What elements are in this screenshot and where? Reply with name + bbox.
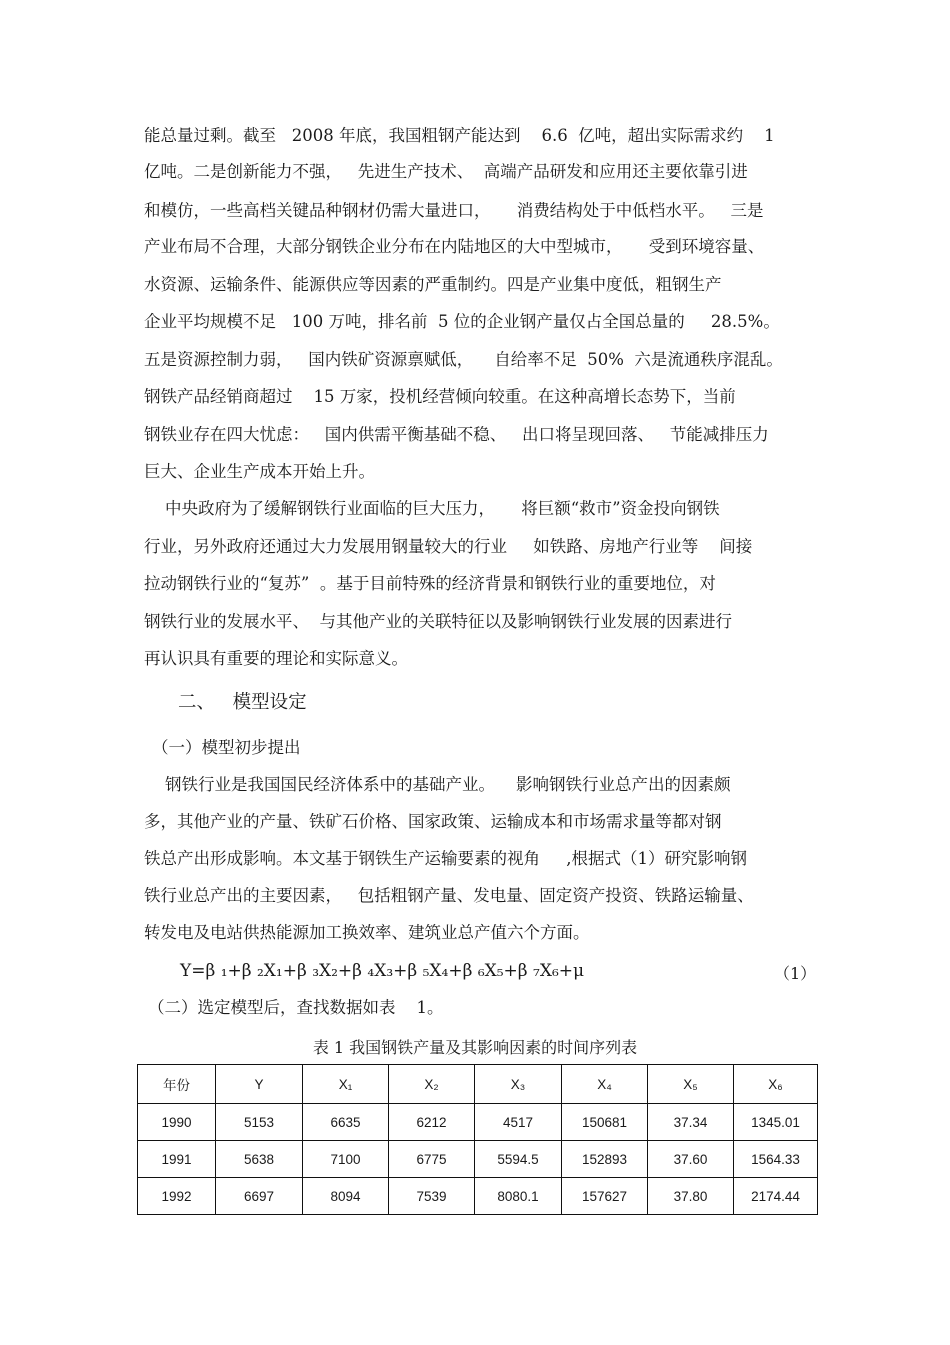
paragraph-line: 水资源、运输条件、能源供应等因素的严重制约。四是产业集中度低，粗钢生产 <box>144 275 722 294</box>
table-cell: 6775 <box>389 1141 475 1178</box>
paragraph-line: 钢铁产品经销商超过 15 万家，投机经营倾向较重。在这种高增长态势下，当前 <box>144 387 736 406</box>
paragraph-line: 巨大、企业生产成本开始上升。 <box>144 462 375 481</box>
paragraph-line: 多，其他产业的产量、铁矿石价格、国家政策、运输成本和市场需求量等都对钢 <box>144 812 722 831</box>
table-header-cell: 年份 <box>138 1065 216 1104</box>
paragraph-line: 企业平均规模不足 100 万吨，排名前 5 位的企业钢产量仅占全国总量的 28.5%。 <box>144 312 780 331</box>
table-header-cell: X₄ <box>562 1065 648 1104</box>
paragraph-line: 能总量过剩。截至 2008 年底，我国粗钢产能达到 6.6 亿吨，超出实际需求约 1 <box>144 126 775 145</box>
table-header-cell: X₃ <box>475 1065 562 1104</box>
table-cell: 8094 <box>303 1178 389 1215</box>
table-cell: 157627 <box>562 1178 648 1215</box>
paragraph-line: 中央政府为了缓解钢铁行业面临的巨大压力， 将巨额“救市”资金投向钢铁 <box>144 499 720 518</box>
paragraph-line: 钢铁行业是我国国民经济体系中的基础产业。 影响钢铁行业总产出的因素颇 <box>144 775 731 794</box>
table-header-cell: X₂ <box>389 1065 475 1104</box>
table-cell: 1564.33 <box>734 1141 818 1178</box>
table-header-row <box>138 1065 818 1104</box>
paragraph-line: 和模仿，一些高档关键品种钢材仍需大量进口， 消费结构处于中低档水平。 三是 <box>144 201 764 220</box>
table-cell: 37.60 <box>648 1141 734 1178</box>
paragraph-line: 行业，另外政府还通过大力发展用钢量较大的行业 如铁路、房地产行业等 间接 <box>144 537 753 556</box>
table-cell: 150681 <box>562 1104 648 1141</box>
paragraph-line: 铁行业总产出的主要因素， 包括粗钢产量、发电量、固定资产投资、铁路运输量、 <box>144 886 754 905</box>
paragraph-line: 再认识具有重要的理论和实际意义。 <box>144 649 408 668</box>
paragraph-line: 五是资源控制力弱， 国内铁矿资源禀赋低， 自给率不足 50% 六是流通秩序混乱。 <box>144 350 783 369</box>
table-row <box>138 1104 818 1141</box>
paragraph-line: 拉动钢铁行业的“复苏” 。基于目前特殊的经济背景和钢铁行业的重要地位，对 <box>144 574 716 593</box>
paragraph-line: 产业布局不合理，大部分钢铁企业分布在内陆地区的大中型城市， 受到环境容量、 <box>144 237 765 256</box>
table-cell: 5638 <box>216 1141 303 1178</box>
table-header-cell: Y <box>216 1065 303 1104</box>
table-header-cell: X₅ <box>648 1065 734 1104</box>
subsection-heading: （一）模型初步提出 <box>152 738 301 757</box>
table-cell: 7539 <box>389 1178 475 1215</box>
table-cell: 5594.5 <box>475 1141 562 1178</box>
table-cell: 6697 <box>216 1178 303 1215</box>
table-cell: 1345.01 <box>734 1104 818 1141</box>
table-cell: 2174.44 <box>734 1178 818 1215</box>
paragraph-line: 转发电及电站供热能源加工换效率、建筑业总产值六个方面。 <box>144 923 590 942</box>
table-cell: 1991 <box>138 1141 216 1178</box>
table-cell: 152893 <box>562 1141 648 1178</box>
table-cell: 37.34 <box>648 1104 734 1141</box>
table-caption: 表 1 我国钢铁产量及其影响因素的时间序列表 <box>312 1038 638 1057</box>
section-heading: 二、 模型设定 <box>178 692 307 713</box>
table-cell: 6635 <box>303 1104 389 1141</box>
table-row <box>138 1178 818 1215</box>
table-header-cell: X₆ <box>734 1065 818 1104</box>
table-cell: 5153 <box>216 1104 303 1141</box>
table-row <box>138 1141 818 1178</box>
data-table <box>137 1064 818 1215</box>
table-cell: 4517 <box>475 1104 562 1141</box>
table-cell: 1992 <box>138 1178 216 1215</box>
regression-equation: Y=β ₁+β ₂X₁+β ₃X₂+β ₄X₃+β ₅X₄+β ₆X₅+β ₇X₆+μ <box>180 961 585 981</box>
paragraph-line: 亿吨。二是创新能力不强， 先进生产技术、 高端产品研发和应用还主要依靠引进 <box>144 162 748 181</box>
table-cell: 8080.1 <box>475 1178 562 1215</box>
equation-number: （1） <box>774 964 817 983</box>
table-cell: 37.80 <box>648 1178 734 1215</box>
subsection-heading: （二）选定模型后，查找数据如表 1。 <box>148 998 444 1017</box>
table-cell: 1990 <box>138 1104 216 1141</box>
table-cell: 6212 <box>389 1104 475 1141</box>
table-header-cell: X₁ <box>303 1065 389 1104</box>
paragraph-line: 铁总产出形成影响。本文基于钢铁生产运输要素的视角 ,根据式（1）研究影响钢 <box>144 849 747 868</box>
paragraph-line: 钢铁行业的发展水平、 与其他产业的关联特征以及影响钢铁行业发展的因素进行 <box>144 612 732 631</box>
table-cell: 7100 <box>303 1141 389 1178</box>
paragraph-line: 钢铁业存在四大忧虑： 国内供需平衡基础不稳、 出口将呈现回落、 节能减排压力 <box>144 425 769 444</box>
